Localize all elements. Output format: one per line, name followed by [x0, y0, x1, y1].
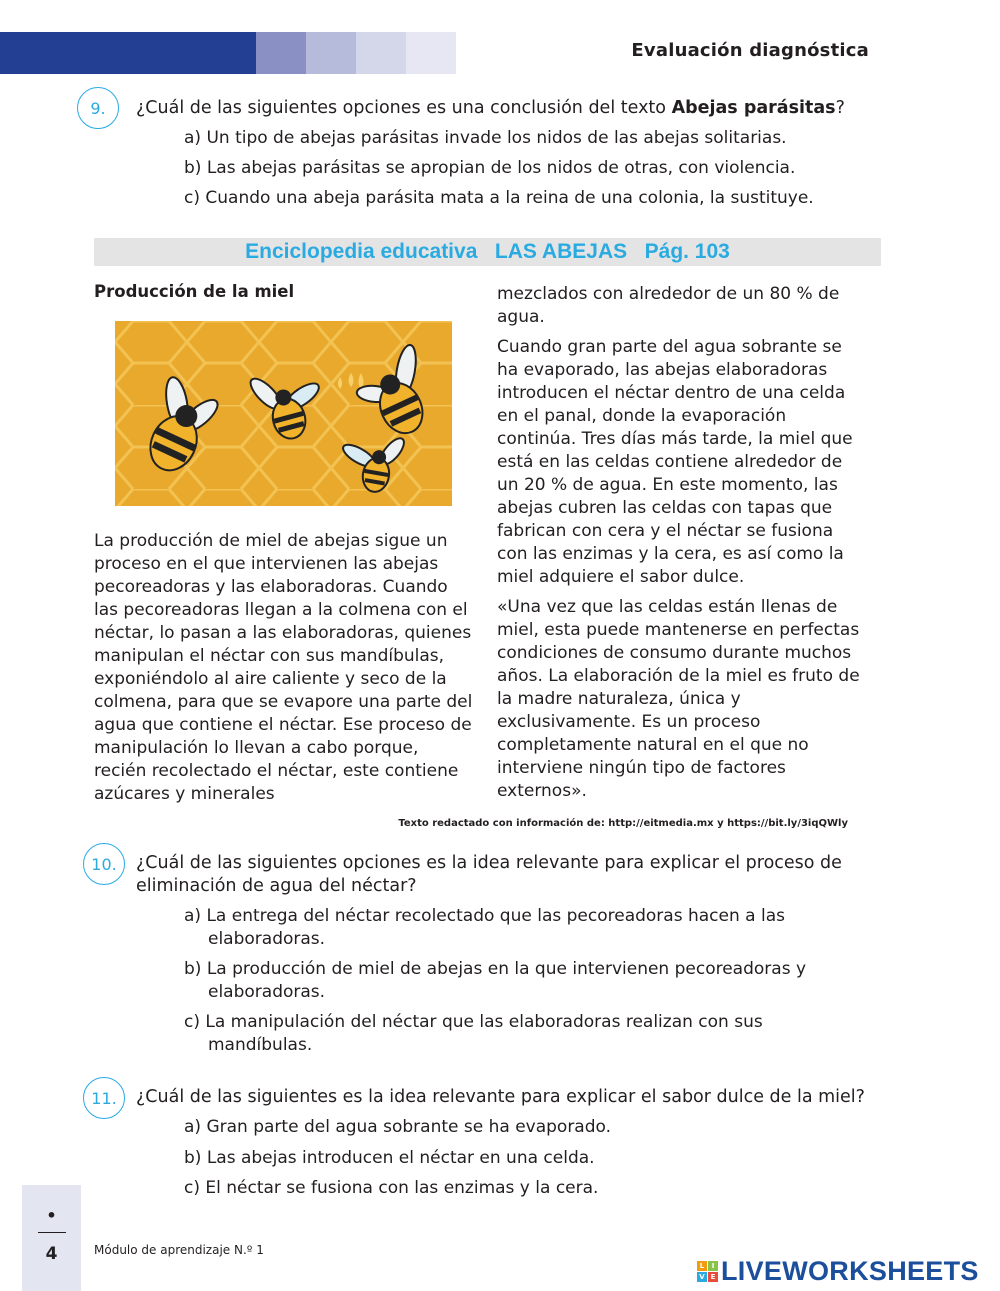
logo-block: E: [708, 1272, 718, 1282]
article-left-paragraph: La producción de miel de abejas sigue un proceso en el que intervienen las abejas pecoreadoras y las elaboradoras. Cuando las pecoreadoras llegan a la colmena con el néctar, lo pasan a las elaboradoras, quienes manipulan el néctar con sus mandíbulas, exponiéndolo al aire caliente y seco de la colmena, para que se evapore una parte del agua que contiene el néctar. Ese proceso de manipulación lo llevan a cabo porque, recién recolectado el néctar, este contiene azúcares y minerales: [94, 531, 473, 804]
question-11-number: 11.: [83, 1077, 125, 1119]
question-9-option-b[interactable]: b) Las abejas parásitas se apropian de los nidos de otras, con violencia.: [184, 158, 796, 178]
article-source: Texto redactado con información de: http://eitmedia.mx y https://bit.ly/3iqQWly: [398, 818, 848, 829]
option-line: c) La manipulación del néctar que las elaboradoras realizan con sus: [184, 1012, 763, 1032]
liveworksheets-logo-icon: [697, 1261, 718, 1282]
bees-illustration: [115, 321, 452, 506]
option-line: b) La producción de miel de abejas en la que intervienen pecoreadoras y: [184, 959, 807, 979]
question-10-option-b[interactable]: [184, 958, 874, 1004]
option-line-continued: elaboradoras.: [208, 929, 326, 949]
question-10-number: 10.: [83, 843, 125, 885]
article-right-paragraph-1: mezclados con alrededor de un 80 % de agua.: [497, 284, 840, 327]
logo-block: V: [697, 1272, 707, 1282]
question-10-text: ¿Cuál de las siguientes opciones es la idea relevante para explicar el proceso de eliminación de agua del néctar?: [136, 853, 842, 896]
question-9-option-a[interactable]: a) Un tipo de abejas parásitas invade los nidos de las abejas solitarias.: [184, 128, 787, 148]
encyclopedia-banner-text: Enciclopedia educativa LAS ABEJAS Pág. 103: [245, 240, 730, 263]
header-bar-segment: [406, 32, 456, 74]
header-bar-segment: [356, 32, 406, 74]
header-bar-segment: [306, 32, 356, 74]
question-9-text: [136, 97, 876, 120]
question-11-option-a[interactable]: a) Gran parte del agua sobrante se ha evaporado.: [184, 1117, 612, 1137]
question-9-option-c[interactable]: c) Cuando una abeja parásita mata a la reina de una colonia, la sustituye.: [184, 188, 814, 208]
option-line-continued: mandíbulas.: [208, 1035, 313, 1055]
question-9-text-end: ?: [835, 98, 845, 118]
question-9-number: 9.: [77, 87, 119, 129]
page-number: 4: [45, 1244, 58, 1264]
question-11-option-c[interactable]: c) El néctar se fusiona con las enzimas y la cera.: [184, 1178, 599, 1198]
article-left-column: [94, 530, 474, 813]
header-bar-segment: [256, 32, 306, 74]
page-number-tab: [22, 1185, 81, 1291]
logo-block: L: [697, 1261, 707, 1271]
question-11-option-b[interactable]: b) Las abejas introducen el néctar en una celda.: [184, 1148, 595, 1168]
logo-block: I: [708, 1261, 718, 1271]
module-label: Módulo de aprendizaje N.º 1: [94, 1243, 264, 1257]
question-9-text-bold: Abejas parásitas: [671, 98, 836, 118]
article-right-paragraph-2: Cuando gran parte del agua sobrante se ha evaporado, las abejas elaboradoras introducen el néctar dentro de una celda en el panal, donde la evaporación continúa. Tres días más tarde, la miel que está en las celdas contiene alrededor de un 20 % de agua. En este momento, las abejas cubren las celdas con tapas que fabrican con cera y el néctar se fusiona con las enzimas y la cera, es así como la miel adquiere el sabor dulce.: [497, 337, 853, 587]
article-right-quote: «Una vez que las celdas están llenas de miel, esta puede mantenerse en perfectas condiciones de consumo durante muchos años. La elaboración de la miel es fruto de la madre naturaleza, única y exclusivamente. Es un proceso completamente natural en el que no interviene ningún tipo de factores externos».: [497, 597, 860, 801]
bees-svg: [115, 321, 452, 506]
liveworksheets-logo[interactable]: [697, 1256, 979, 1286]
question-11-text: ¿Cuál de las siguientes es la idea relevante para explicar el sabor dulce de la miel?: [136, 1087, 865, 1107]
page-number-rule: [38, 1232, 66, 1233]
header-bar-dark: [0, 32, 256, 74]
question-10-option-c[interactable]: [184, 1011, 874, 1057]
page-dot: •: [46, 1206, 57, 1225]
liveworksheets-logo-text: LIVEWORKSHEETS: [721, 1255, 979, 1286]
article-right-column: [497, 283, 863, 810]
page-header-title: Evaluación diagnóstica: [631, 40, 869, 61]
question-9-text-start: ¿Cuál de las siguientes opciones es una conclusión del texto: [136, 98, 672, 118]
question-10-option-a[interactable]: [184, 905, 874, 951]
article-title: Producción de la miel: [94, 282, 295, 301]
option-line-continued: elaboradoras.: [208, 982, 326, 1002]
option-line: a) La entrega del néctar recolectado que las pecoreadoras hacen a las: [184, 906, 785, 926]
